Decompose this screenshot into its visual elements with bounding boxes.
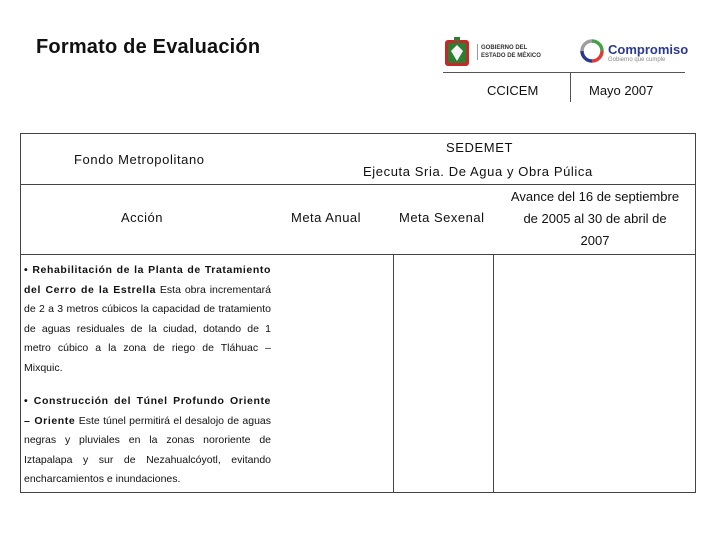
gobierno-logo-line: ESTADO DE MÉXICO [481,53,541,59]
action-title: • Rehabilitación de la Planta de Tratamiento del Cerro de la Estrella [24,264,271,296]
date-label: Mayo 2007 [589,83,654,98]
table-divider [21,184,695,185]
sedemet-label: SEDEMET [446,140,514,155]
compromiso-tagline: Gobierno que cumple [608,56,666,63]
fondo-label: Fondo Metropolitano [74,152,205,167]
ejecuta-label: Ejecuta Sria. De Agua y Obra Púlica [363,164,593,179]
table-row [24,392,271,490]
gobierno-logo-line: GOBIERNO DEL [481,45,528,51]
column-header-avance [493,186,697,252]
action-description: Esta obra incrementará de 2 a 3 metros cúbicos la capacidad de tratamiento de aguas residuales de la ciudad, dotando de 1 metro cúbico a la zona de riego de Tláhuac – Mixquic. [24,283,271,374]
compromiso-logo [580,38,690,68]
column-header-meta-sexenal: Meta Sexenal [399,210,485,225]
action-title: • Construcción del Túnel Profundo Oriente – Oriente [24,395,271,427]
table-divider [493,254,494,492]
table-divider [21,254,695,255]
gobierno-logo-text [477,44,541,60]
action-description: Este túnel permitirá el desalojo de aguas negras y pluviales en la zonas nororiente de Iztapalapa y sur de Nezahualcóyotl, evitando encharcamientos e inundaciones. [24,414,271,485]
estado-seal-icon [443,36,471,68]
compromiso-swirl-icon [580,39,604,68]
avance-line: 2007 [580,233,610,248]
table-row [24,261,271,378]
header-divider [443,72,685,73]
page-title: Formato de Evaluación [36,36,261,58]
compromiso-name: Compromiso [608,41,689,57]
avance-line: Avance del 16 de septiembre [510,189,680,204]
column-header-meta-anual: Meta Anual [291,210,362,225]
evaluation-table [20,133,696,493]
table-divider [393,254,394,492]
column-header-accion: Acción [121,210,164,225]
ccicem-label: CCICEM [487,83,539,98]
gobierno-logo [443,34,558,70]
avance-line: de 2005 al 30 de abril de [523,211,667,226]
header-separator [570,72,571,102]
